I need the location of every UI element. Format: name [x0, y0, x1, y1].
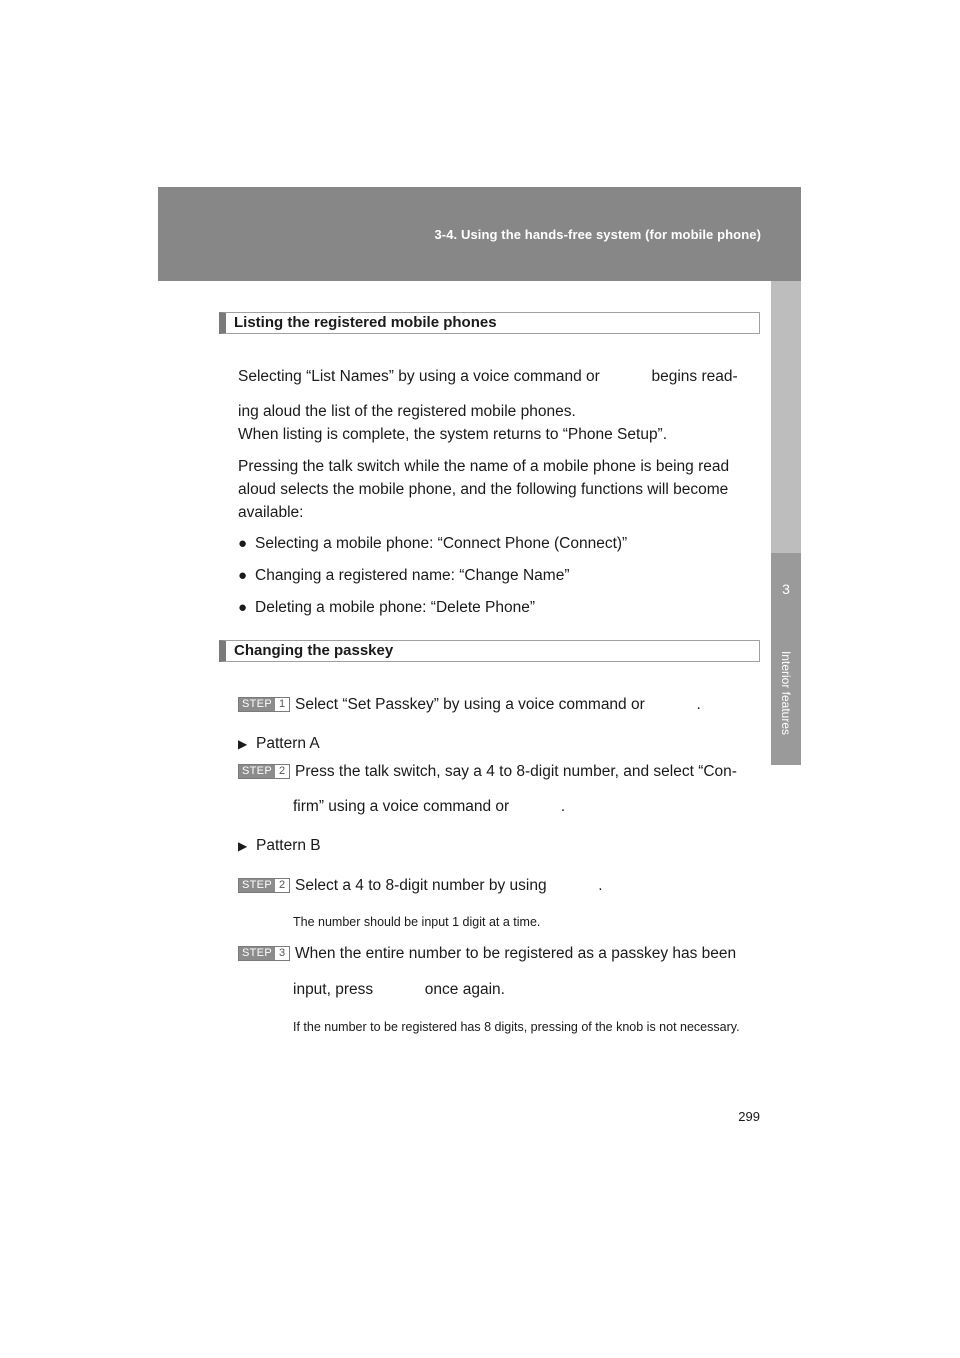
bullet-dot-icon: ●	[238, 567, 248, 584]
triangle-right-icon: ▶	[238, 839, 248, 853]
section-heading-text: Listing the registered mobile phones	[234, 314, 497, 331]
paragraph-listing-complete: When listing is complete, the system returns to “Phone Setup”.	[238, 426, 668, 443]
list-item: ● Changing a registered name: “Change Name”	[238, 564, 569, 587]
step1-text: Select “Set Passkey” by using a voice command or .	[295, 696, 701, 713]
note-eight-digits: If the number to be registered has 8 digits, pressing of the knob is not necessary.	[293, 1020, 740, 1034]
step-word: STEP	[239, 765, 275, 778]
step-word: STEP	[239, 879, 275, 892]
step-badge	[238, 946, 290, 961]
triangle-right-icon: ▶	[238, 737, 248, 751]
paragraph-talk-switch: Pressing the talk switch while the name of a mobile phone is being read aloud selects the mobile phone, and the following functions will become available:	[238, 458, 730, 521]
step-badge	[238, 764, 290, 779]
chapter-title: 3-4. Using the hands-free system (for mobile phone)	[434, 227, 761, 242]
page-number: 299	[738, 1109, 760, 1124]
step-word: STEP	[239, 947, 275, 960]
pattern-b-label: ▶ Pattern B	[238, 834, 321, 858]
step-number: 2	[275, 765, 289, 778]
bullet-dot-icon: ●	[238, 599, 248, 616]
paragraph-list-names-line1: Selecting “List Names” by using a voice command or begins read-	[238, 368, 738, 385]
bullet-dot-icon: ●	[238, 535, 248, 552]
step2a-text-line2: firm” using a voice command or .	[293, 798, 566, 815]
list-item: ● Selecting a mobile phone: “Connect Phone (Connect)”	[238, 532, 627, 555]
pattern-a-label: ▶ Pattern A	[238, 732, 320, 756]
list-item: ● Deleting a mobile phone: “Delete Phone”	[238, 596, 535, 619]
step-number: 2	[275, 879, 289, 892]
side-tab-spacer	[771, 281, 801, 553]
step3-text-line2: input, press once again.	[293, 981, 505, 998]
chapter-label: Interior features	[779, 650, 793, 736]
step-badge	[238, 697, 290, 712]
chapter-side-tab	[771, 553, 801, 765]
note-one-digit: The number should be input 1 digit at a time.	[293, 915, 541, 929]
step3-text-line1: When the entire number to be registered as a passkey has been	[295, 945, 737, 962]
section-heading-listing	[219, 312, 760, 334]
step-number: 1	[275, 698, 289, 711]
step2a-text-line1: Press the talk switch, say a 4 to 8-digit number, and select “Con-	[295, 763, 737, 780]
section-heading-text: Changing the passkey	[234, 642, 394, 659]
step-number: 3	[275, 947, 289, 960]
paragraph-list-names-line2: ing aloud the list of the registered mobile phones.	[238, 403, 576, 420]
step2b-text: Select a 4 to 8-digit number by using .	[295, 877, 603, 894]
step-badge	[238, 878, 290, 893]
chapter-header	[158, 187, 801, 281]
section-heading-passkey	[219, 640, 760, 662]
step-word: STEP	[239, 698, 275, 711]
chapter-number: 3	[782, 581, 790, 597]
